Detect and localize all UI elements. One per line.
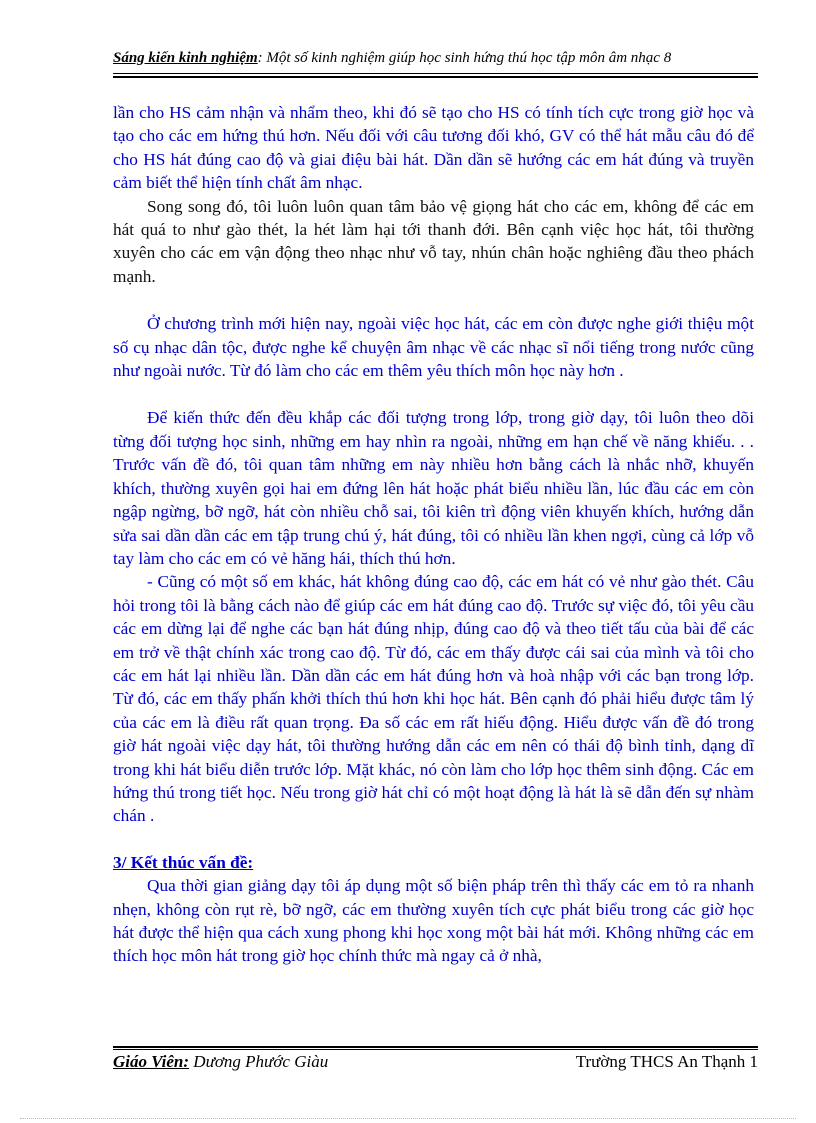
footer-teacher-name: Dương Phước Giàu — [189, 1052, 329, 1071]
paragraph-1: lần cho HS cảm nhận và nhẩm theo, khi đó sẽ tạo cho HS có tính tích cực trong giờ học và tạo cho các em hứng thú hơn. Nếu đối với câu tương đối khó, GV có thể hát mẫu câu đó để cho HS hát đúng cao độ và giai điệu bài hát. Dần dần sẽ hướng các em hát đúng và truyền cảm biết thể hiện tính chất âm nhạc. — [113, 103, 754, 193]
paragraph-6: Qua thời gian giảng dạy tôi áp dụng một số biện pháp trên thì thấy các em tỏ ra nhanh nhẹn, không còn rụt rè, bỡ ngỡ, các em thường xuyên tích cực phát biểu trong các giờ học hát được thể hiện qua cách xung phong khi học xong một bài hát mới. Không những các em thích học môn hát trong giờ học chính thức mà ngay cả ở nhà, — [113, 876, 754, 966]
paragraph-5: - Cũng có một số em khác, hát không đúng cao độ, các em hát có vẻ như gào thét. Câu hỏi trong tôi là bằng cách nào để giúp các em hát đúng cao độ. Trước sự việc đó, tôi yêu cầu các em dừng lại để nghe các bạn hát đúng nhịp, đúng cao độ và theo tiết tấu của bài để các em trở về thật chính xác trong cao độ. Từ đó, các em thấy được cái sai của mình và tôi cho các em hát lại nhiều lần. Dần dần các em hát đúng hơn và hoà nhập với các bạn trong lớp. Từ đó, các em thấy phấn khởi thích thú hơn khi học hát. Bên cạnh đó phải hiểu được tâm lý của các em là điều rất quan trọng. Đa số các em rất hiếu động. Hiểu được vấn đề đó trong giờ hát ngoài việc dạy hát, tôi thường hướng dẫn các em nên có thái độ bình tỉnh, dạng dĩ trong khi hát biểu diễn trước lớp. Mặt khác, nó còn làm cho lớp học thêm sinh động. Các em hứng thú trong tiết học. Nếu trong giờ hát chỉ có một hoạt động là hát là sẽ dẫn đến sự nhàm chán . — [113, 572, 754, 826]
footer-teacher — [113, 1052, 328, 1072]
footer-teacher-label: Giáo Viên: — [113, 1052, 190, 1071]
document-body — [113, 101, 754, 968]
page-footer — [113, 1052, 758, 1072]
footer-school: Trường THCS An Thạnh 1 — [575, 1052, 758, 1071]
header-divider — [113, 73, 758, 74]
header-title: : Một số kinh nghiệm giúp học sinh hứng thú học tập môn âm nhạc 8 — [257, 50, 672, 66]
paragraph-2: Song song đó, tôi luôn luôn quan tâm bảo vệ giọng hát cho các em, không để các em hát quá to như gào thét, la hét làm hại tới thanh đới. Bên cạnh việc học hát, tôi thường xuyên cho các em vận động theo nhạc như vỗ tay, nhún chân hoặc nghiêng đầu theo phách mạnh. — [113, 196, 754, 286]
page-bottom-border — [20, 1118, 796, 1119]
footer-divider — [113, 1049, 758, 1050]
section-title: 3/ Kết thúc vấn đề: — [113, 852, 254, 872]
paragraph-4: Để kiến thức đến đều khắp các đối tượng trong lớp, trong giờ dạy, tôi luôn theo dõi từng đối tượng học sinh, những em hay nhìn ra ngoài, những em hạn chế về năng khiếu. . . Trước vấn đề đó, tôi quan tâm những em này nhiều hơn bằng cách là nhắc nhỡ, khuyến khích, thường xuyên gọi hai em đứng lên hát hoặc phát biểu nhiều lần, lúc đầu các em còn ngập ngừng, bỡ ngỡ, hát còn nhiều chỗ sai, tôi kiên trì động viên khuyến khích, hướng dẫn sửa sai dần dần các em tập trung chú ý, hát đúng, tôi có nhiều lần khen ngợi, cùng cả lớp vỗ tay làm cho các em có vẻ hăng hái, thích thú hơn. — [113, 408, 754, 568]
paragraph-3: Ở chương trình mới hiện nay, ngoài việc học hát, các em còn được nghe giới thiệu một số cụ nhạc dân tộc, được nghe kể chuyện âm nhạc về các nhạc sĩ nổi tiếng trong nước cũng như ngoài nước. Từ đó làm cho các em thêm yêu thích môn học này hơn . — [113, 314, 754, 381]
page-header — [113, 50, 758, 69]
footer-divider-thick — [113, 1046, 758, 1048]
header-label: Sáng kiến kinh nghiệm — [113, 50, 258, 66]
header-divider-thick — [113, 76, 758, 78]
